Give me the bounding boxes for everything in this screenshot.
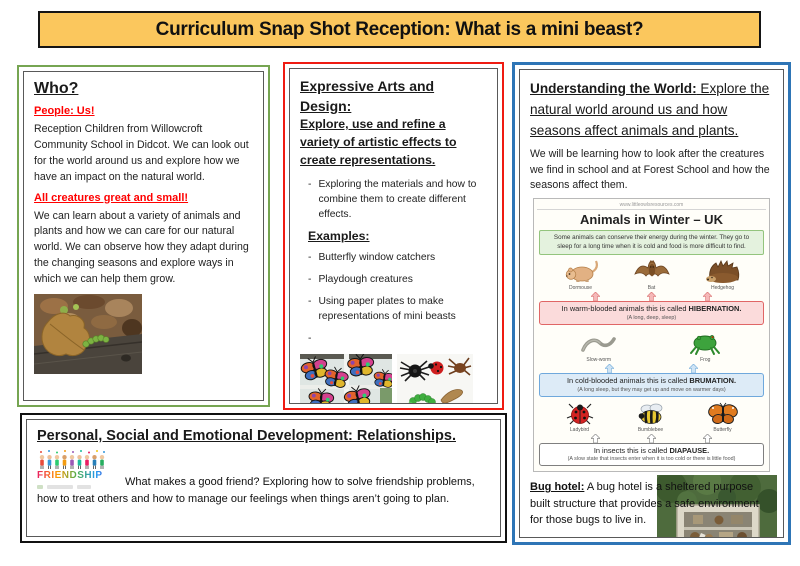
who-section-inner: [23, 71, 264, 401]
animal-label: Frog: [700, 356, 711, 363]
hedgehog-figure: [704, 258, 742, 291]
example-item-empty: [308, 332, 487, 347]
hibernation-box: [539, 301, 764, 325]
brumation-text: [544, 376, 759, 386]
arts-bullet-text: - Exploring the materials and how to combine them to create different effects.: [318, 178, 477, 220]
bug-hotel-text: [530, 479, 773, 529]
caterpillar-photo: [34, 294, 142, 374]
animals-in-winter-poster: [533, 198, 770, 472]
warm-animals-row: [537, 255, 766, 291]
hedgehog-illustration: [704, 258, 742, 284]
slow-worm-figure: [579, 332, 619, 363]
ladybird-illustration: [565, 402, 595, 426]
animal-label: Bat: [647, 285, 656, 292]
creatures-subheading: All creatures great and small!: [34, 191, 189, 204]
example-item: [308, 251, 487, 266]
brumation-box: [539, 373, 764, 397]
up-arrow-icon: [647, 434, 656, 443]
world-heading: [530, 78, 773, 141]
diapause-box: [539, 443, 764, 467]
hibernation-arrows: [537, 292, 766, 301]
butterfly-catchers-photo: [300, 354, 392, 404]
up-arrow-icon: [703, 434, 712, 443]
world-heading-rest: Explore the natural world around us and how seasons affect animals and plants.: [530, 81, 770, 139]
up-arrow-icon: [703, 292, 712, 301]
slow-worm-illustration: [579, 332, 619, 356]
poster-intro-text: Some animals can conserve their energy during the winter. They go to sleep for a long time when it is cold and food is more difficult to find.: [539, 230, 764, 255]
people-subheading: People: Us!: [34, 105, 95, 117]
psed-inner: [26, 419, 501, 537]
arts-bullet: [308, 178, 487, 223]
poster-title: Animals in Winter – UK: [580, 212, 723, 228]
friendship-word: FRIENDSHIP: [37, 470, 117, 481]
animal-label: Butterfly: [713, 426, 732, 433]
arts-subheading: Explore, use and refine a variety of artistic effects to create representations.: [300, 117, 457, 167]
arts-photos: [300, 354, 487, 404]
ladybird-figure: [565, 402, 595, 433]
bug-hotel-heading: Bug hotel:: [530, 481, 585, 494]
diapause-arrows: [537, 434, 766, 443]
frog-figure: [686, 330, 724, 363]
brumation-arrows: [537, 364, 766, 373]
bumblebee-illustration: [634, 402, 668, 426]
bat-illustration: [633, 258, 671, 284]
understanding-world-section: [512, 62, 791, 545]
hibernation-text: [544, 304, 759, 314]
butterfly-illustration: [707, 402, 739, 426]
poster-header-url: www.littleowlsresources.com: [537, 201, 766, 210]
hibernation-text-pre: In warm-blooded animals this is called: [561, 304, 689, 314]
bat-figure: [633, 258, 671, 291]
up-arrow-icon: [591, 434, 600, 443]
arts-heading: Expressive Arts and Design:: [300, 78, 435, 114]
frog-illustration: [686, 330, 724, 356]
who-paragraph-1: Reception Children from Willowcroft Community School in Didcot. We can look out for the world around us and explore how we have an impact on the natural world.: [34, 123, 249, 183]
diapause-text-pre: In insects this is called: [593, 445, 670, 455]
butterfly-figure: [707, 402, 739, 433]
understanding-world-inner: [519, 69, 784, 538]
world-paragraph: We will be learning how to look after the creatures we find in school and at Forest School and how the seasons affect them.: [530, 148, 770, 191]
example-text: - Playdough creatures: [318, 274, 413, 286]
expressive-arts-section: [283, 62, 504, 410]
friendship-watermark: [37, 485, 117, 489]
psed-paragraph: What makes a good friend? Exploring how to solve friendship problems, how to treat others and how to manage our feelings when things aren’t going to plan.: [37, 476, 475, 506]
diapause-subtext: (A slow state that insects enter when it is too cold or there is little food): [567, 456, 736, 463]
diapause-text: [544, 446, 759, 456]
up-arrow-icon: [591, 292, 600, 301]
animal-label: Dormouse: [568, 285, 593, 292]
brumation-term: BRUMATION.: [689, 375, 737, 385]
playdough-creatures-photo: [397, 354, 473, 404]
diapause-term: DIAPAUSE.: [669, 445, 710, 455]
friendship-clipart: [37, 450, 117, 489]
examples-heading: Examples:: [308, 229, 370, 244]
example-text: - Using paper plates to make representations of mini beasts: [318, 296, 456, 323]
animal-label: Slow-worm: [586, 356, 612, 363]
title-banner: [38, 11, 761, 48]
page-title: Curriculum Snap Shot Reception: What is a mini beast?: [155, 18, 644, 40]
friendship-kids-illustration: [37, 450, 109, 470]
who-paragraph-2: We can learn about a variety of animals and plants and how we can care for our natural world. We can observe how they adapt during the changing seasons and explore ways in which we can help them grow.: [34, 209, 249, 286]
who-heading: Who?: [34, 80, 79, 97]
dormouse-illustration: [562, 258, 600, 284]
up-arrow-icon: [689, 364, 698, 373]
up-arrow-icon: [647, 292, 656, 301]
example-text: - Butterfly window catchers: [318, 252, 436, 264]
hibernation-term: HIBERNATION.: [688, 304, 742, 314]
dormouse-figure: [562, 258, 600, 291]
bug-hotel-body: A bug hotel is a sheltered purpose built structure that provides a safe environment for those bugs to live in.: [530, 481, 759, 527]
psed-section: [20, 413, 507, 543]
psed-heading: Personal, Social and Emotional Development: Relationships.: [37, 428, 456, 444]
animal-label: Ladybird: [569, 426, 590, 433]
cold-animals-row: [537, 327, 766, 363]
expressive-arts-inner: [289, 68, 498, 404]
example-item: [308, 273, 487, 288]
bumblebee-figure: [634, 402, 668, 433]
up-arrow-icon: [605, 364, 614, 373]
hibernation-subtext: (A long, deep, sleep): [626, 314, 677, 321]
animal-label: Bumblebee: [637, 426, 664, 433]
brumation-text-pre: In cold-blooded animals this is called: [566, 375, 690, 385]
brumation-subtext: (A long sleep, but they may get up and move on warmer days): [577, 386, 726, 393]
animal-label: Hedgehog: [710, 285, 735, 292]
insects-row: [537, 399, 766, 433]
example-item: [308, 295, 487, 325]
world-heading-bold: Understanding the World:: [530, 81, 697, 96]
bug-hotel-section: [530, 479, 773, 529]
who-section: [17, 65, 270, 407]
